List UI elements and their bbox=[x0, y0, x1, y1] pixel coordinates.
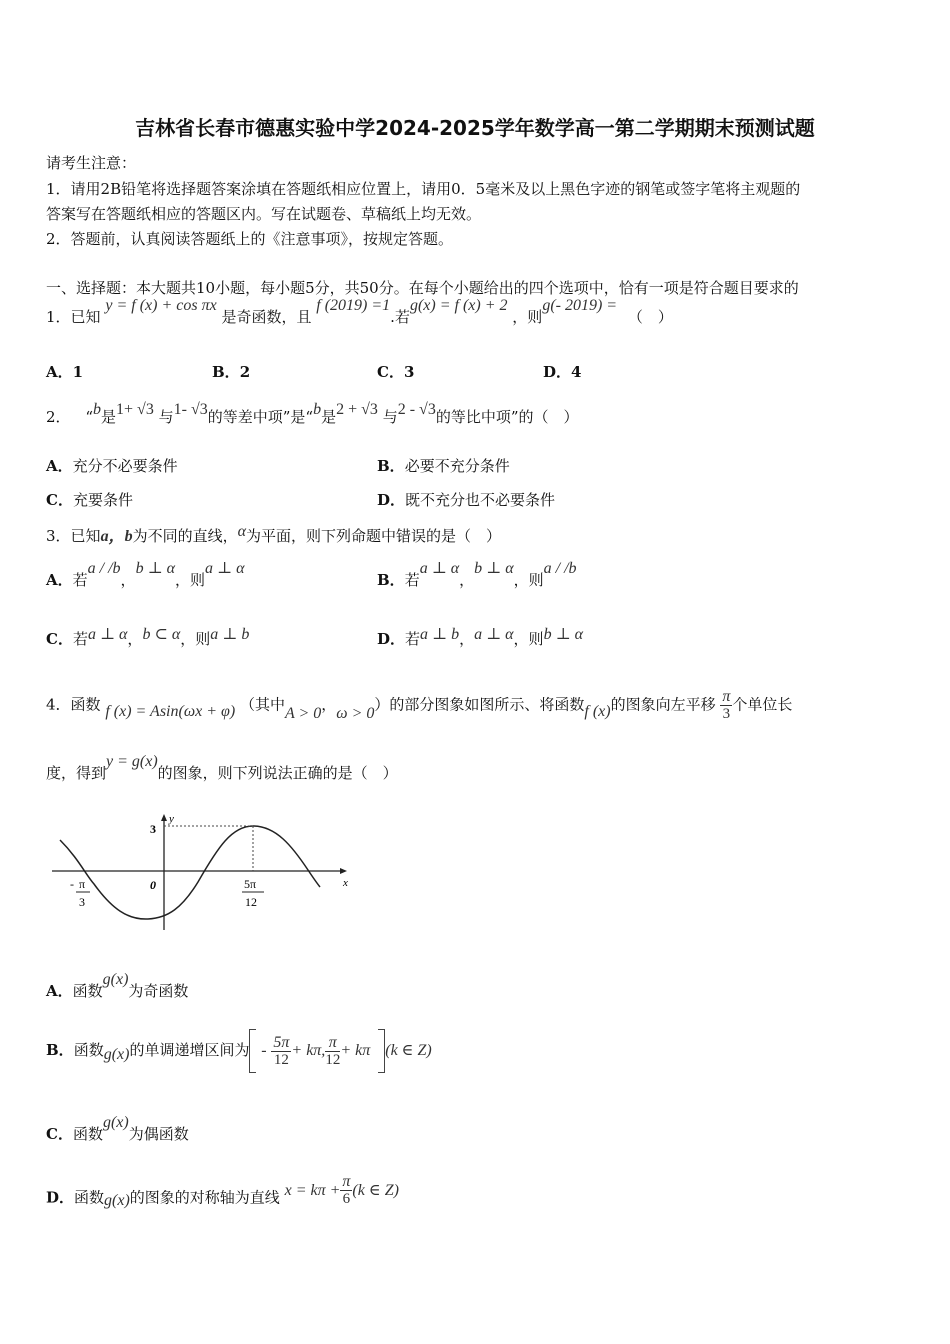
separator: ， bbox=[459, 630, 475, 648]
interval-left-fraction bbox=[271, 1034, 291, 1069]
k-in-z: (k ∈ Z) bbox=[352, 1181, 399, 1199]
question-4-cont bbox=[46, 753, 398, 783]
option-text: 1 bbox=[72, 363, 84, 381]
option-key: A． bbox=[46, 571, 73, 589]
option-text: 函数 bbox=[74, 1188, 105, 1207]
interval-mid: + kπ, bbox=[291, 1042, 326, 1059]
fraction-num: 5π bbox=[273, 1033, 290, 1051]
option-key: D． bbox=[46, 1188, 75, 1207]
option-text: 必要不充分条件 bbox=[404, 457, 510, 475]
origin-label: 0 bbox=[150, 878, 156, 892]
q4-option-a[interactable] bbox=[46, 971, 189, 1001]
curve bbox=[60, 826, 320, 919]
option-text: 既不充分也不必要条件 bbox=[405, 491, 556, 509]
page-title: 吉林省长春市德惠实验中学2024-2025学年数学高一第二学期期末预测试题 bbox=[135, 116, 815, 140]
option-key: A． bbox=[46, 363, 73, 381]
option-text-2: 为奇函数 bbox=[128, 982, 189, 1000]
separator-2: ，则 bbox=[175, 571, 206, 589]
option-key: B． bbox=[212, 363, 240, 381]
q1-formula-1: y = f (x) + cos πx bbox=[105, 297, 217, 314]
condition-1: a ⊥ α bbox=[419, 560, 460, 577]
left-bracket bbox=[249, 1029, 256, 1073]
y-label: y bbox=[169, 813, 174, 825]
q2-option-c[interactable] bbox=[46, 489, 133, 510]
fraction-den: 3 bbox=[722, 706, 731, 722]
q2-option-b[interactable] bbox=[377, 455, 510, 476]
q4-text-7: 的图象，则下列说法正确的是（ ） bbox=[157, 764, 398, 782]
fraction-num: π bbox=[722, 688, 731, 705]
option-key: B． bbox=[377, 457, 405, 475]
fraction-num: π bbox=[342, 1173, 351, 1190]
left-minus: - bbox=[70, 877, 74, 891]
option-key: C． bbox=[46, 1125, 73, 1143]
q2-text-2: 与 bbox=[158, 408, 174, 426]
notice-line-2: 答案写在答题纸相应的答题区内。写在试题卷、草稿纸上均无效。 bbox=[46, 205, 482, 223]
option-key: C． bbox=[377, 363, 404, 381]
q2-expr-4: 2 - √3 bbox=[397, 401, 436, 418]
fraction-den: 12 bbox=[273, 1051, 289, 1068]
minus-sign: - bbox=[261, 1042, 267, 1059]
condition-2: b ⊥ α bbox=[474, 560, 514, 577]
q1-option-c[interactable] bbox=[377, 361, 414, 382]
right-num: 5π bbox=[244, 877, 257, 891]
option-key: D． bbox=[377, 491, 406, 509]
q2-var-b: b bbox=[93, 401, 101, 418]
q3-number: 3． bbox=[46, 527, 71, 545]
q4-cond-2: ω > 0 bbox=[336, 704, 375, 722]
q1-text-2: 是奇函数，且 bbox=[221, 308, 312, 326]
q4-shift-fraction bbox=[720, 688, 732, 723]
q3-vars: a，b bbox=[100, 528, 133, 545]
fraction-den: 12 bbox=[325, 1051, 341, 1068]
q4-text-3: ）的部分图象如图所示、将函数 bbox=[374, 695, 585, 714]
q2-text-4: 是 bbox=[321, 408, 337, 426]
q3-option-b[interactable] bbox=[377, 560, 577, 590]
axis-fraction bbox=[340, 1173, 352, 1208]
q2-option-a[interactable] bbox=[46, 455, 178, 476]
option-key: B． bbox=[46, 1041, 74, 1059]
q1-formula-4: g(- 2019) = bbox=[542, 297, 618, 314]
q4-text-2: （其中 bbox=[239, 695, 285, 714]
option-text-2: 的单调递增区间为 bbox=[129, 1041, 250, 1059]
q4-text-6: 度，得到 bbox=[46, 764, 107, 782]
q2-text: 是 bbox=[101, 408, 117, 426]
option-key: A． bbox=[46, 982, 73, 1000]
q1-option-a[interactable] bbox=[46, 361, 83, 382]
q2-option-d[interactable] bbox=[377, 489, 555, 510]
q2-number: 2． bbox=[46, 408, 71, 426]
q3-option-d[interactable] bbox=[377, 628, 583, 649]
fraction-num: π bbox=[325, 1034, 340, 1052]
condition-2: a ⊥ α bbox=[474, 626, 514, 643]
option-text-2: 为偶函数 bbox=[128, 1125, 189, 1143]
x-label: x bbox=[343, 877, 348, 889]
q4-sep: ， bbox=[321, 695, 337, 714]
q1-formula-3: g(x) = f (x) + 2 bbox=[409, 297, 508, 314]
q2-text-5: 与 bbox=[382, 408, 398, 426]
x-axis-arrow bbox=[340, 868, 347, 874]
separator: ， bbox=[459, 571, 475, 589]
q3-alpha: α bbox=[237, 523, 246, 540]
q2-var-b-2: b bbox=[313, 401, 322, 418]
question-1 bbox=[46, 297, 673, 327]
separator: ， bbox=[127, 630, 143, 648]
separator-2: ，则 bbox=[513, 630, 544, 648]
option-key: D． bbox=[377, 630, 406, 648]
conclusion: a ⊥ b bbox=[210, 626, 250, 643]
section-heading: 一、选择题：本大题共10小题，每小题5分，共50分。在每个小题给出的四个选项中，恰有一项是符合题目要求的 bbox=[46, 279, 799, 297]
sine-graph bbox=[50, 812, 360, 932]
q1-number: 1． bbox=[46, 308, 71, 326]
q1-option-d[interactable] bbox=[543, 361, 581, 382]
q2-expr-1: 1+ √3 bbox=[116, 401, 154, 418]
q3-option-a[interactable] bbox=[46, 560, 245, 590]
q4-text-4: 的图象向左平移 bbox=[610, 695, 716, 714]
q4-option-d[interactable] bbox=[46, 1173, 399, 1216]
option-key: D． bbox=[543, 363, 572, 381]
g-of-x: g(x) bbox=[103, 1046, 130, 1063]
option-text: 充分不必要条件 bbox=[72, 457, 178, 475]
left-den: 3 bbox=[79, 895, 85, 909]
q3-text-3: 为平面，则下列命题中错误的是（ ） bbox=[246, 527, 502, 545]
left-num: π bbox=[79, 877, 86, 891]
notice-line-1: 1．请用2B铅笔将选择题答案涂填在答题纸相应位置上，请用0．5毫米及以上黑色字迹的钢笔或签字笔将主观题的 bbox=[46, 180, 801, 198]
option-text: 若 bbox=[72, 571, 88, 589]
interval-mid-2: + kπ bbox=[340, 1042, 371, 1059]
q2-quote: “ bbox=[85, 408, 93, 426]
option-text: 函数 bbox=[73, 1041, 104, 1059]
q4-g-def: y = g(x) bbox=[106, 753, 158, 770]
interval-right-fraction bbox=[325, 1034, 340, 1069]
condition-1: a / /b bbox=[87, 560, 121, 577]
y-axis-arrow bbox=[161, 814, 167, 821]
option-key: C． bbox=[46, 630, 73, 648]
fraction-den: 6 bbox=[342, 1191, 351, 1207]
option-text: 若 bbox=[72, 630, 88, 648]
separator-2: ，则 bbox=[513, 571, 544, 589]
q3-text: 已知 bbox=[70, 527, 101, 545]
option-key: A． bbox=[46, 457, 73, 475]
q4-formula: f (x) = Asin(ωx + φ) bbox=[105, 702, 236, 720]
q4-option-c[interactable] bbox=[46, 1114, 189, 1144]
q3-option-c[interactable] bbox=[46, 628, 249, 649]
q4-number: 4． bbox=[46, 695, 71, 714]
option-text: 若 bbox=[404, 571, 420, 589]
q4-text: 函数 bbox=[70, 695, 101, 714]
option-text: 函数 bbox=[72, 1125, 103, 1143]
q1-text: 已知 bbox=[70, 308, 101, 326]
q1-option-b[interactable] bbox=[212, 361, 250, 382]
notice-line-3: 2．答题前，认真阅读答题纸上的《注意事项》，按规定答题。 bbox=[46, 230, 454, 248]
option-text: 2 bbox=[239, 363, 251, 381]
g-of-x: g(x) bbox=[102, 971, 129, 988]
g-of-x: g(x) bbox=[102, 1114, 129, 1131]
option-text: 若 bbox=[405, 630, 421, 648]
separator: ， bbox=[120, 571, 136, 589]
option-text: 函数 bbox=[72, 982, 103, 1000]
q4-option-b[interactable] bbox=[46, 1029, 432, 1073]
condition-1: a ⊥ b bbox=[420, 626, 460, 643]
option-text: 3 bbox=[403, 363, 415, 381]
condition-2: b ⊂ α bbox=[142, 626, 181, 643]
q2-expr-2: 1- √3 bbox=[173, 401, 208, 418]
q2-text-3: 的等差中项”是“ bbox=[207, 408, 314, 426]
axis-expr: x = kπ + bbox=[284, 1181, 341, 1199]
q1-formula-2: f (2019) =1 bbox=[316, 297, 391, 314]
question-2 bbox=[46, 401, 579, 427]
q2-expr-3: 2 + √3 bbox=[336, 401, 378, 418]
max-value-label: 3 bbox=[150, 822, 156, 836]
q3-text-2: 为不同的直线， bbox=[132, 527, 238, 545]
option-key: C． bbox=[46, 491, 73, 509]
option-text: 4 bbox=[571, 363, 582, 381]
option-text-2: 的图象的对称轴为直线 bbox=[129, 1188, 280, 1207]
q1-text-4: ，则 bbox=[512, 308, 543, 326]
question-3 bbox=[46, 523, 501, 546]
option-key: B． bbox=[377, 571, 405, 589]
option-text: 充要条件 bbox=[72, 491, 133, 509]
g-of-x: g(x) bbox=[104, 1191, 130, 1209]
q4-cond-1: A > 0 bbox=[285, 704, 322, 722]
notice-heading: 请考生注意： bbox=[46, 154, 137, 172]
conclusion: b ⊥ α bbox=[543, 626, 584, 643]
question-4 bbox=[46, 688, 792, 723]
q4-formula-2: f (x) bbox=[584, 702, 611, 720]
right-den: 12 bbox=[245, 895, 257, 909]
q2-text-6: 的等比中项”的（ ） bbox=[435, 408, 579, 426]
condition-1: a ⊥ α bbox=[87, 626, 128, 643]
k-in-z: (k ∈ Z) bbox=[385, 1042, 432, 1059]
q1-text-3: .若 bbox=[390, 308, 410, 326]
q1-answer-paren: （ ） bbox=[627, 308, 673, 326]
q4-text-5: 个单位长 bbox=[732, 695, 793, 714]
conclusion: a ⊥ α bbox=[205, 560, 245, 577]
condition-2: b ⊥ α bbox=[135, 560, 176, 577]
separator-2: ，则 bbox=[180, 630, 211, 648]
conclusion: a / /b bbox=[543, 560, 577, 577]
